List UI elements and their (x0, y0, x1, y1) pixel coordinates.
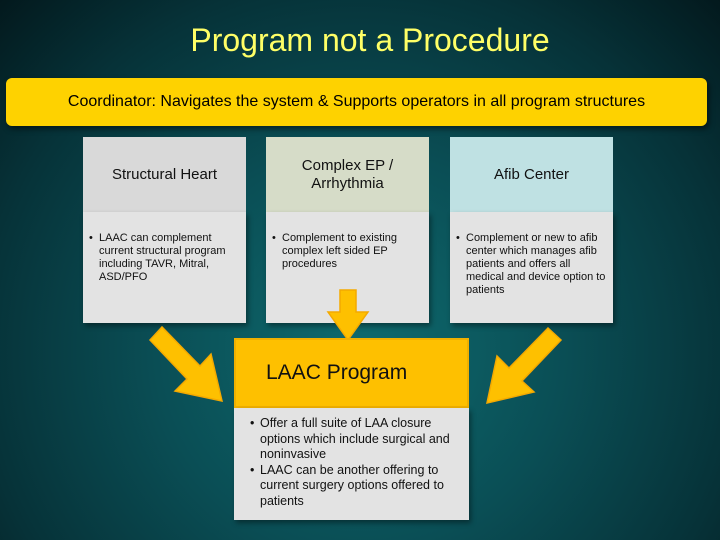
laac-program-box (234, 338, 469, 520)
program-heading: LAAC Program (234, 338, 469, 408)
column-heading: Complex EP / Arrhythmia (266, 137, 429, 212)
bullet-item: • Complement or new to afib center which manages afib patients and offers all medical and device option to patients (466, 232, 607, 297)
column-heading: Structural Heart (83, 137, 246, 212)
coordinator-text: Coordinator: Navigates the system & Supports operators in all program structures (67, 93, 646, 110)
column-heading: Afib Center (450, 137, 613, 212)
bullet-item: • LAAC can complement current structural program including TAVR, Mitral, ASD/PFO (99, 232, 240, 284)
bullet-item: • Complement to existing complex left sided EP procedures (282, 232, 423, 271)
slide-title: Program not a Procedure (190, 22, 550, 58)
bullet-item: • Offer a full suite of LAA closure options which include surgical and noninvasive (260, 416, 461, 463)
program-body (234, 408, 469, 520)
bullet-item: • LAAC can be another offering to current surgery options offered to patients (260, 463, 461, 510)
